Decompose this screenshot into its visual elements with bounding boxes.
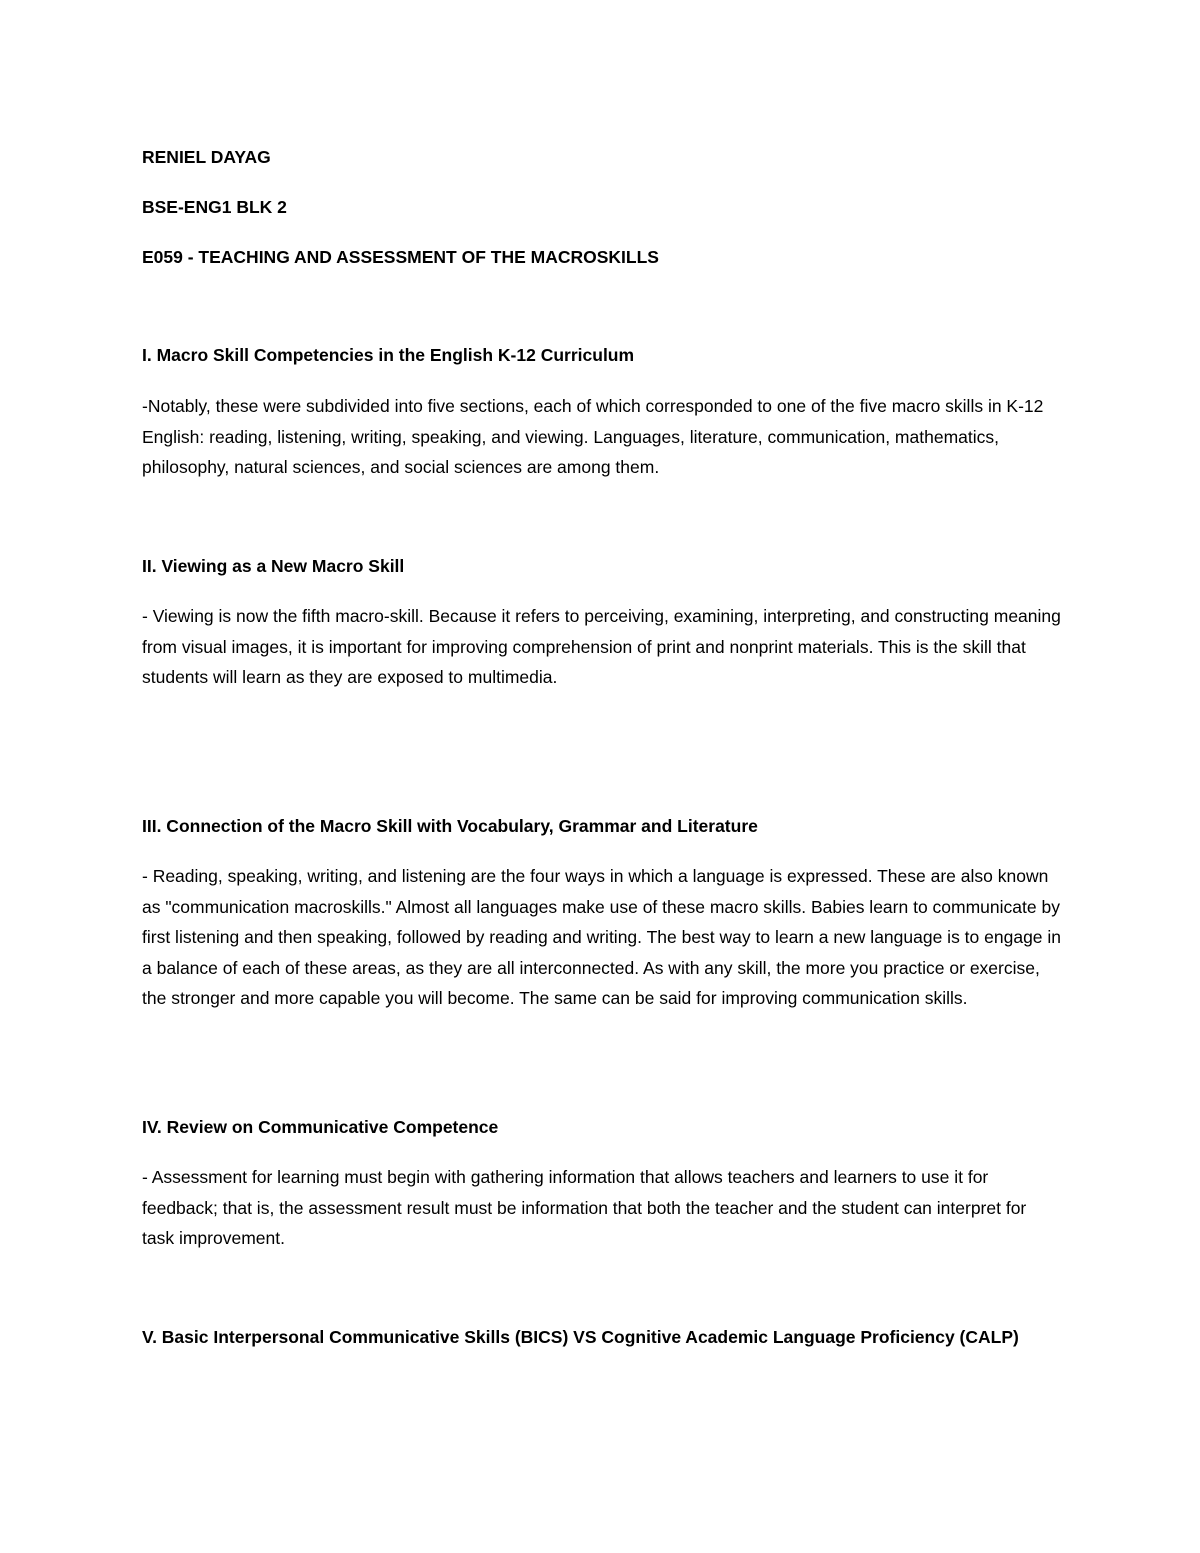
subject-title: E059 - TEACHING AND ASSESSMENT OF THE MACROSKILLS xyxy=(142,247,659,267)
section-heading-4: IV. Review on Communicative Competence xyxy=(142,1117,499,1137)
section-body-3: - Reading, speaking, writing, and listening are the four ways in which a language is expressed. These are also known as "communication macroskills." Almost all languages make use of these macro skills. Babies learn to communicate by first listening and then speaking, followed by reading and writing. The best way to learn a new language is to engage in a balance of each of these areas, as they are all interconnected. As with any skill, the more you practice or exercise, the stronger and more capable you will become. The same can be said for improving communication skills. xyxy=(142,866,1062,1008)
section-body-2: - Viewing is now the fifth macro-skill. Because it refers to perceiving, examining, interpreting, and constructing meaning from visual images, it is important for improving comprehension of print and nonprint materials. This is the skill that students will learn as they are exposed to multimedia. xyxy=(142,606,1061,687)
section-body-1: -Notably, these were subdivided into five sections, each of which corresponded to one of the five macro skills in K-12 English: reading, listening, writing, speaking, and viewing. Languages, literature, communication, mathematics, philosophy, natural sciences, and social sciences are among them. xyxy=(142,396,1044,477)
section-heading-1: I. Macro Skill Competencies in the English K-12 Curriculum xyxy=(142,345,635,365)
section-heading-5: V. Basic Interpersonal Communicative Skills (BICS) VS Cognitive Academic Language Proficiency (CALP) xyxy=(142,1327,1019,1347)
section-body-4: - Assessment for learning must begin with gathering information that allows teachers and learners to use it for feedback; that is, the assessment result must be information that both the teacher and the student can interpret for task improvement. xyxy=(142,1167,1027,1248)
course-block: BSE-ENG1 BLK 2 xyxy=(142,197,287,217)
section-heading-3: III. Connection of the Macro Skill with Vocabulary, Grammar and Literature xyxy=(142,816,758,836)
student-name: RENIEL DAYAG xyxy=(142,147,271,167)
section-heading-2: II. Viewing as a New Macro Skill xyxy=(142,556,405,576)
